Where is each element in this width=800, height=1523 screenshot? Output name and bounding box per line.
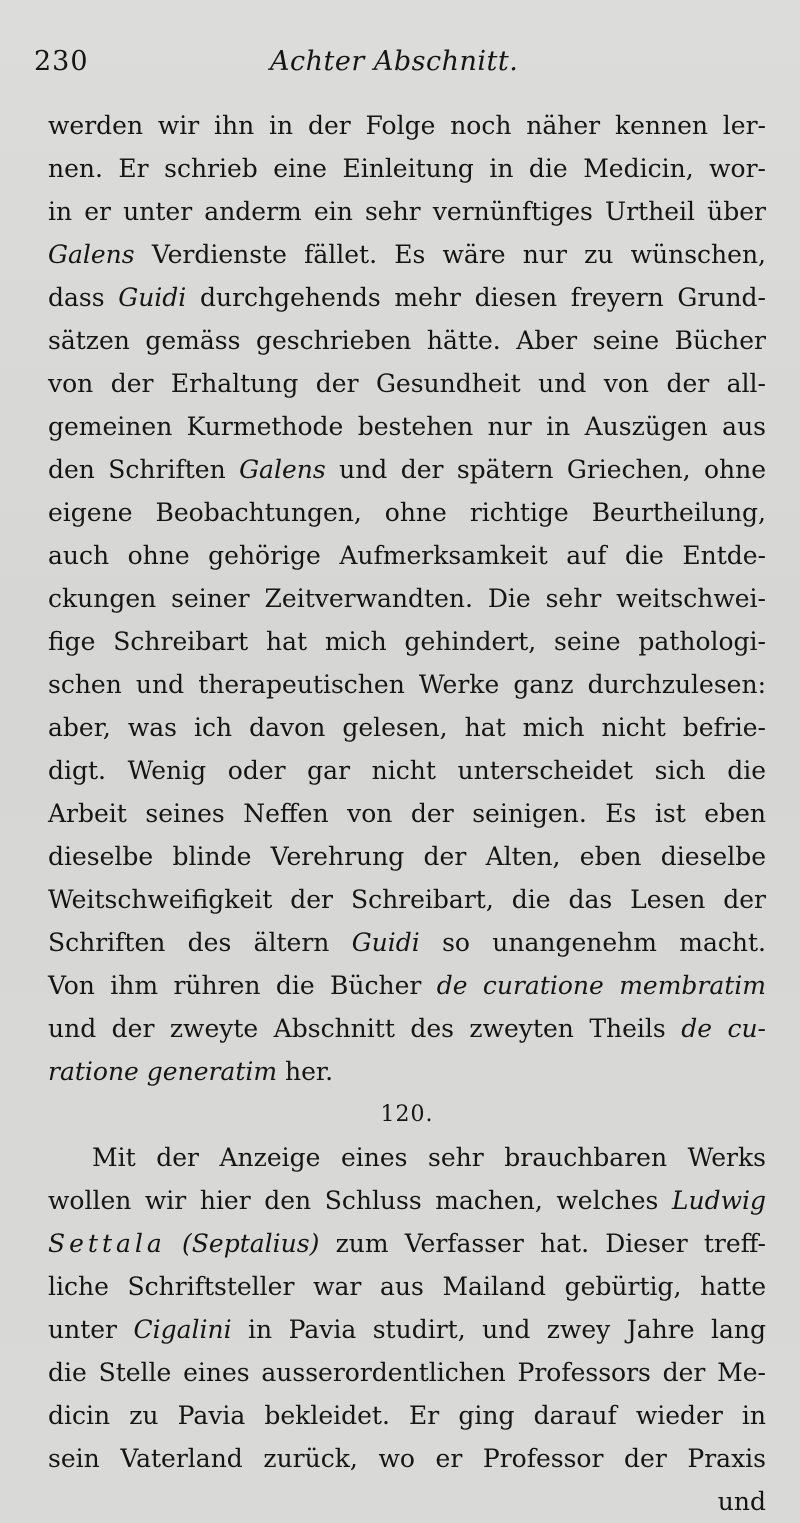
- italic-name-septalius: (Septalius): [165, 1229, 320, 1258]
- text-line: die Stelle eines ausserordentlichen Professors der Me-: [48, 1358, 766, 1387]
- text-line: [48, 1222, 766, 1265]
- italic-title: de curatione membratim: [436, 971, 767, 1000]
- text-line: sein Vaterland zurück, wo er Professor der Praxis: [48, 1444, 766, 1473]
- text-line: aber, was ich davon gelesen, hat mich nicht befrie-: [48, 713, 766, 742]
- text-line: [48, 1007, 766, 1050]
- italic-name-cigalini: Cigalini: [133, 1315, 232, 1344]
- italic-name-ludwig: Ludwig: [671, 1186, 766, 1215]
- text-line: schen und therapeutischen Werke ganz durchzulesen:: [48, 670, 766, 699]
- catchword: und: [717, 1487, 766, 1516]
- running-head: Achter Abschnitt.: [270, 46, 519, 77]
- section-number: 120.: [380, 1102, 434, 1127]
- text-line: dieselbe blinde Verehrung der Alten, eben dieselbe: [48, 842, 766, 871]
- text-span: und der spätern Griechen, ohne: [325, 455, 766, 484]
- text-span: in Pavia studirt, und zwey Jahre lang: [231, 1315, 766, 1344]
- body-text: [48, 104, 766, 1523]
- italic-title: de cu-: [681, 1014, 767, 1043]
- text-line: [48, 448, 766, 491]
- text-line: nen. Er schrieb eine Einleitung in die Medicin, wor-: [48, 154, 766, 183]
- text-line: sätzen gemäss geschrieben hätte. Aber seine Bücher: [48, 326, 766, 355]
- text-span: her.: [277, 1057, 334, 1086]
- text-span: Verdienste fället. Es wäre nur zu wünschen,: [134, 240, 766, 269]
- text-span: zum Verfasser hat. Dieser treff-: [319, 1229, 766, 1258]
- text-span: unter: [48, 1315, 134, 1344]
- text-line: [48, 1308, 766, 1351]
- text-line: [48, 921, 766, 964]
- text-line: fige Schreibart hat mich gehindert, seine pathologi-: [48, 627, 766, 656]
- text-line: liche Schriftsteller war aus Mailand gebürtig, hatte: [48, 1272, 766, 1301]
- italic-name-guidi: Guidi: [118, 283, 187, 312]
- page-header: [34, 38, 766, 86]
- text-span: dass: [48, 283, 119, 312]
- text-line: Arbeit seines Neffen von der seinigen. Es ist eben: [48, 799, 766, 828]
- spaced-name-settala: Settala: [48, 1229, 166, 1258]
- text-line: ckungen seiner Zeitverwandten. Die sehr weitschwei-: [48, 584, 766, 613]
- text-line: in er unter anderm ein sehr vernünftiges Urtheil über: [48, 197, 766, 226]
- text-span: Schriften des ältern: [48, 928, 352, 957]
- text-line: eigene Beobachtungen, ohne richtige Beurtheilung,: [48, 498, 766, 527]
- italic-name-galens: Galens: [239, 455, 326, 484]
- text-span: durchgehends mehr diesen freyern Grund-: [186, 283, 767, 312]
- text-span: und der zweyte Abschnitt des zweyten Theils: [48, 1014, 682, 1043]
- text-span: so unangenehm macht.: [419, 928, 766, 957]
- text-line: [48, 233, 766, 276]
- text-line: [48, 1050, 766, 1093]
- text-span: Von ihm rühren die Bücher: [48, 971, 437, 1000]
- text-line: von der Erhaltung der Gesundheit und von der all-: [48, 369, 766, 398]
- text-span: den Schriften: [48, 455, 240, 484]
- italic-title: ratione generatim: [48, 1057, 278, 1086]
- text-line: Mit der Anzeige eines sehr brauchbaren Werks: [92, 1143, 766, 1172]
- italic-name-galens: Galens: [48, 240, 135, 269]
- text-line: [48, 276, 766, 319]
- text-line: [48, 964, 766, 1007]
- text-line: Weitschweifigkeit der Schreibart, die das Lesen der: [48, 885, 766, 914]
- text-line: gemeinen Kurmethode bestehen nur in Auszügen aus: [48, 412, 766, 441]
- text-line: werden wir ihn in der Folge noch näher kennen ler-: [48, 111, 766, 140]
- page-number: 230: [34, 46, 89, 77]
- text-line: [48, 1179, 766, 1222]
- text-span: wollen wir hier den Schluss machen, welches: [48, 1186, 672, 1215]
- text-line: dicin zu Pavia bekleidet. Er ging darauf wieder in: [48, 1401, 766, 1430]
- text-line: auch ohne gehörige Aufmerksamkeit auf die Entde-: [48, 541, 766, 570]
- text-line: digt. Wenig oder gar nicht unterscheidet sich die: [48, 756, 766, 785]
- italic-name-guidi: Guidi: [351, 928, 420, 957]
